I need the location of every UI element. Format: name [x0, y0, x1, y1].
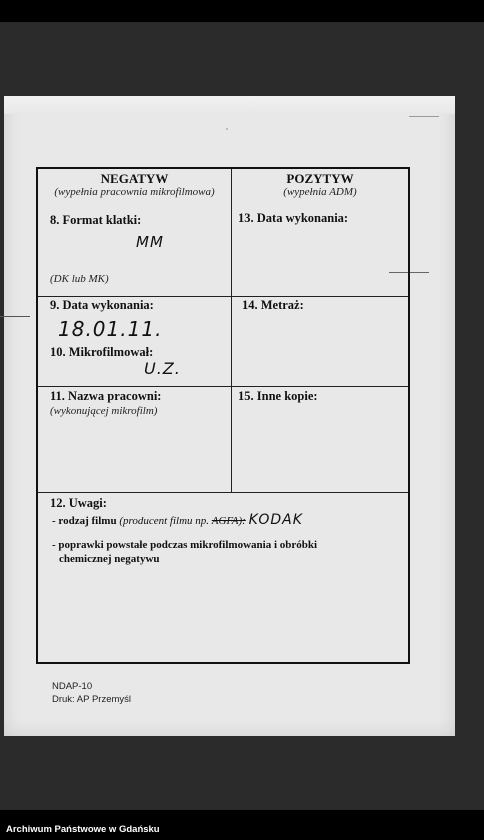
field-15-label: 15. Inne kopie: [238, 389, 318, 403]
field-12-line3: chemicznej negatywu [59, 553, 160, 565]
field-14-label: 14. Metraż: [242, 298, 304, 312]
pozytyw-subtitle: (wypełnia ADM) [283, 186, 357, 198]
film-producer-hint: (producent filmu np. [119, 515, 210, 527]
field-11-label: 11. Nazwa pracowni: [50, 389, 162, 403]
field-9-value: 18.01.11. [58, 317, 163, 341]
form-table [36, 167, 410, 664]
negatyw-subtitle: (wypełnia pracownia mikrofilmowa) [54, 186, 215, 198]
field-12-line1 [52, 512, 303, 528]
print-info: Druk: AP Przemyśl [52, 694, 132, 705]
field-11-hint: (wykonującej mikrofilm) [50, 405, 158, 417]
struck-example: AGFA): [211, 515, 246, 527]
field-9-label: 9. Data wykonania: [50, 298, 154, 312]
field-10-label: 10. Mikrofilmował: [50, 345, 154, 359]
field-8-label: 8. Format klatki: [50, 213, 142, 227]
negatyw-heading: NEGATYW [100, 171, 169, 186]
archive-label: Archiwum Państwowe w Gdańsku [6, 824, 160, 835]
field-13-label: 13. Data wykonania: [238, 211, 349, 225]
pozytyw-heading: POZYTYW [286, 171, 354, 186]
field-8-value: MM [136, 233, 164, 251]
scan-line [409, 116, 439, 117]
top-film-edge [0, 0, 484, 22]
field-8-hint: (DK lub MK) [50, 273, 109, 285]
field-12-label: 12. Uwagi: [50, 496, 107, 510]
film-type-value: KODAK [248, 512, 303, 528]
field-12-line2: - poprawki powstałe podczas mikrofilmowania i obróbki [52, 539, 318, 551]
field-10-value: U.Z. [144, 359, 181, 378]
row-divider [38, 296, 408, 297]
dust-speck [226, 128, 228, 130]
row-divider [38, 386, 408, 387]
column-divider [231, 169, 232, 492]
scan-line [0, 316, 30, 317]
row-divider [38, 492, 408, 493]
form-code: NDAP-10 [52, 681, 93, 692]
film-type-label: - rodzaj filmu [52, 515, 117, 527]
